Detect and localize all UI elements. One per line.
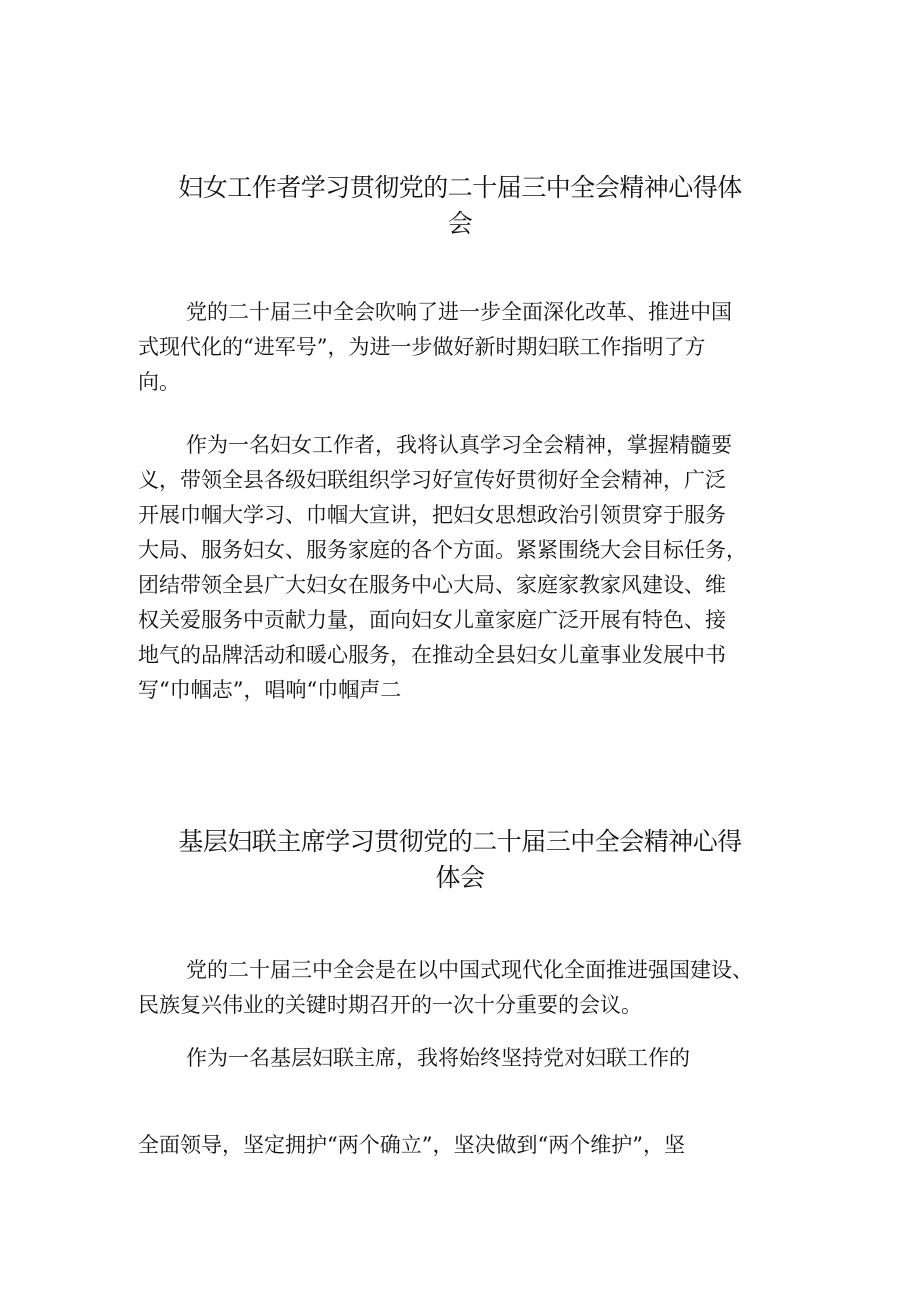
article1-paragraph-1 [138,295,788,400]
article2-paragraph-3 [138,1128,788,1163]
text-line: 写“巾帼志”，唱响“巾帼声二 [138,678,402,702]
article1-title-line-2: 会 [447,209,473,238]
text-line: 向。 [138,370,180,394]
text-line: 团结带领全县广大妇女在服务中心大局、家庭家教家风建设、维 [138,573,726,597]
text-line: 地气的品牌活动和暖心服务，在推动全县妇女儿童事业发展中书 [138,643,726,667]
text-line: 作为一名妇女工作者，我将认真学习全会精神，掌握精髓要 [186,433,732,457]
article1-paragraph-2 [138,428,788,708]
text-line: 权关爱服务中贡献力量，面向妇女儿童家庭广泛开展有特色、接 [138,608,726,632]
article1-title-line-1: 妇女工作者学习贯彻党的二十届三中全会精神心得体 [178,173,742,202]
article2-paragraph-2 [138,1041,788,1076]
text-line: 开展巾帼大学习、巾帼大宣讲，把妇女思想政治引领贯穿于服务 [138,503,726,527]
text-line: 作为一名基层妇联主席，我将始终坚持党对妇联工作的 [186,1046,690,1070]
text-line: 式现代化的“进军号”，为进一步做好新时期妇联工作指明了方 [138,335,706,359]
text-line: 大局、服务妇女、服务家庭的各个方面。紧紧围绕大会目标任务， [138,538,747,562]
text-line: 民族复兴伟业的关键时期召开的一次十分重要的会议。 [138,993,642,1017]
article2-paragraph-1 [138,953,788,1023]
text-line: 党的二十届三中全会吹响了进一步全面深化改革、推进中国 [186,300,732,324]
article1-title [150,170,770,242]
article2-title-line-2: 体会 [435,863,485,892]
article2-title [150,824,770,896]
text-line: 全面领导，坚定拥护“两个确立”，坚决做到“两个维护”，坚 [138,1133,685,1157]
article2-title-line-1: 基层妇联主席学习贯彻党的二十届三中全会精神心得 [178,827,742,856]
text-line: 义，带领全县各级妇联组织学习好宣传好贯彻好全会精神，广泛 [138,468,726,492]
text-line: 党的二十届三中全会是在以中国式现代化全面推进强国建设、 [186,958,753,982]
